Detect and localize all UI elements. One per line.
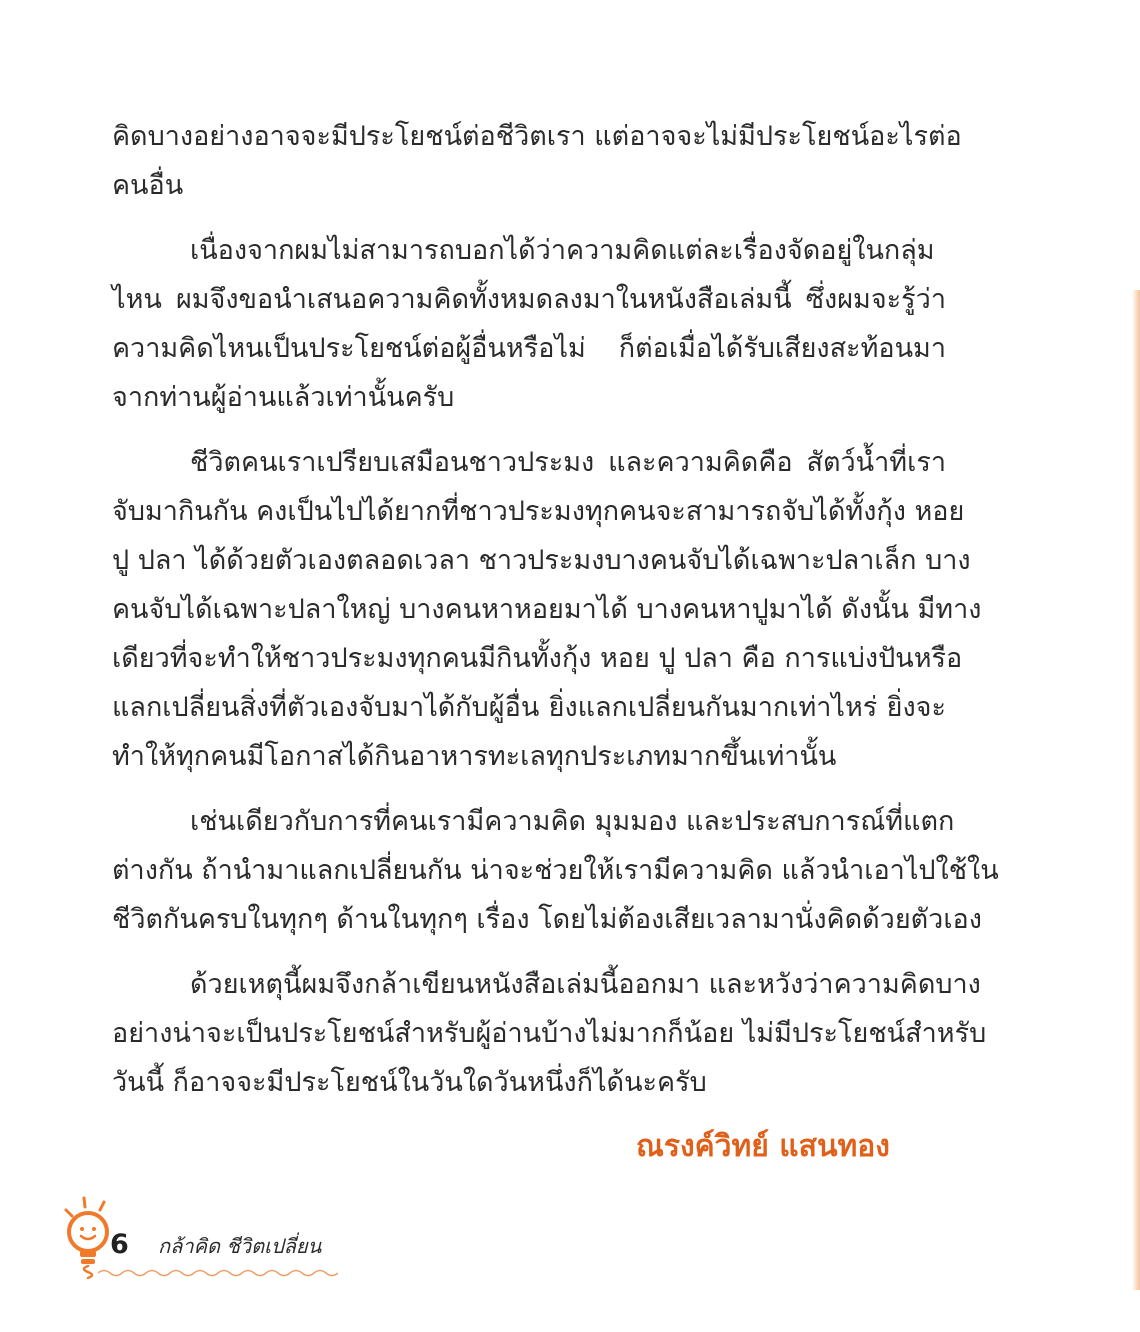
page-edge-decoration [1132,290,1140,1290]
text-line: เช่นเดียวกับการที่คนเรามีความคิด มุมมอง และประสบการณ์ที่แตก [190,806,955,837]
text-line: ด้วยเหตุนี้ผมจึงกล้าเขียนหนังสือเล่มนี้ออกมา และหวังว่าความคิดบาง [190,969,981,1000]
author-signature: ณรงค์วิทย์ แสนทอง [636,1129,890,1164]
text-line: ชีวิตคนเราเปรียบเสมือนชาวประมง และความคิดคือ สัตว์น้ำที่เรา [190,447,946,478]
text-line: ไหน ผมจึงขอนำเสนอความคิดทั้งหมดลงมาในหนังสือเล่มนี้ ซึ่งผมจะรู้ว่า [112,284,946,315]
text-line: คิดบางอย่างอาจจะมีประโยชน์ต่อชีวิตเรา แต่อาจจะไม่มีประโยชน์อะไรต่อ [112,121,962,152]
page-number: 6 [110,1229,129,1260]
text-line: จากท่านผู้อ่านแล้วเท่านั้นครับ [112,382,455,413]
page-footer [58,1196,348,1286]
text-line: เดียวที่จะทำให้ชาวประมงทุกคนมีกินทั้งกุ้ง หอย ปู ปลา คือ การแบ่งปันหรือ [112,643,963,674]
wavy-divider [98,1268,338,1278]
body-text [112,112,999,1107]
text-line: อย่างน่าจะเป็นประโยชน์สำหรับผู้อ่านบ้างไม่มากก็น้อย ไม่มีประโยชน์สำหรับ [112,1018,987,1049]
text-line: ความคิดไหนเป็นประโยชน์ต่อผู้อื่นหรือไม่ ก็ต่อเมื่อได้รับเสียงสะท้อนมา [112,333,946,364]
text-line: จับมากินกัน คงเป็นไปได้ยากที่ชาวประมงทุกคนจะสามารถจับได้ทั้งกุ้ง หอย [112,496,965,527]
book-title: กล้าคิด ชีวิตเปลี่ยน [158,1234,322,1258]
text-line: ทำให้ทุกคนมีโอกาสได้กินอาหารทะเลทุกประเภทมากขึ้นเท่านั้น [112,741,837,772]
text-line: คนอื่น [112,170,184,201]
text-line: ปู ปลา ได้ด้วยตัวเองตลอดเวลา ชาวประมงบางคนจับได้เฉพาะปลาเล็ก บาง [112,545,971,576]
text-line: คนจับได้เฉพาะปลาใหญ่ บางคนหาหอยมาได้ บางคนหาปูมาได้ ดังนั้น มีทาง [112,594,982,625]
text-line: วันนี้ ก็อาจจะมีประโยชน์ในวันใดวันหนึ่งก็ได้นะครับ [112,1067,707,1098]
text-line: แลกเปลี่ยนสิ่งที่ตัวเองจับมาได้กับผู้อื่น ยิ่งแลกเปลี่ยนกันมากเท่าไหร่ ยิ่งจะ [112,692,946,723]
text-line: ต่างกัน ถ้านำมาแลกเปลี่ยนกัน น่าจะช่วยให้เรามีความคิด แล้วนำเอาไปใช้ใน [112,855,999,886]
text-line: เนื่องจากผมไม่สามารถบอกได้ว่าความคิดแต่ละเรื่องจัดอยู่ในกลุ่ม [190,235,935,266]
text-line: ชีวิตกันครบในทุกๆ ด้านในทุกๆ เรื่อง โดยไม่ต้องเสียเวลามานั่งคิดด้วยตัวเอง [112,904,982,935]
